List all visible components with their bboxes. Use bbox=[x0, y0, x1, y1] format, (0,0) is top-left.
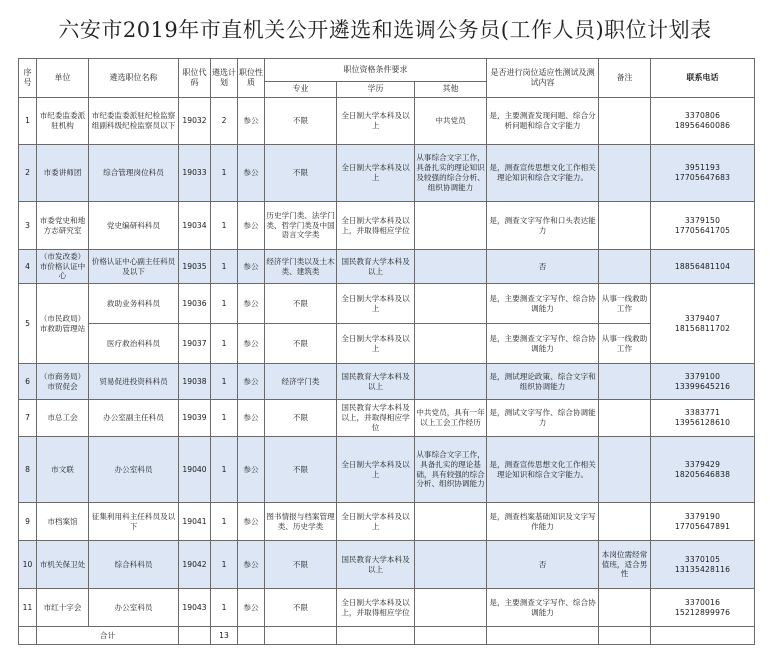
cell-remark bbox=[599, 503, 651, 541]
cell-other bbox=[415, 284, 487, 324]
cell-seq: 4 bbox=[19, 250, 37, 284]
cell-code: 19038 bbox=[179, 364, 211, 400]
cell-education: 全日制大学本科及以上，并取得相应学位 bbox=[337, 589, 415, 627]
cell-seq: 2 bbox=[19, 145, 37, 202]
cell-seq: 8 bbox=[19, 437, 37, 503]
cell-education: 全日制大学本科及以上 bbox=[337, 503, 415, 541]
cell-other bbox=[415, 589, 487, 627]
phone-line: 18205646838 bbox=[674, 469, 731, 479]
cell-major bbox=[265, 627, 337, 645]
phone-line: 3379190 bbox=[684, 511, 721, 521]
phone-line: 18956460086 bbox=[674, 121, 731, 130]
header-qualification: 职位资格条件要求 bbox=[265, 59, 487, 82]
cell-code: 19041 bbox=[179, 503, 211, 541]
cell-position-name: 办公室副主任科员 bbox=[89, 400, 179, 437]
table-row bbox=[19, 145, 755, 202]
cell-plan: 1 bbox=[211, 202, 238, 250]
cell-major: 不限 bbox=[265, 589, 337, 627]
cell-nature: 参公 bbox=[238, 98, 265, 145]
cell-education: 国民教育大学本科及以上 bbox=[337, 250, 415, 284]
table-row bbox=[19, 324, 755, 364]
header-plan: 遴选计划 bbox=[211, 59, 238, 98]
header-education: 学历 bbox=[337, 82, 415, 98]
cell-nature: 参公 bbox=[238, 503, 265, 541]
cell-remark bbox=[599, 364, 651, 400]
cell-plan: 1 bbox=[211, 503, 238, 541]
cell-nature bbox=[238, 627, 265, 645]
cell-position-name: 综合科科员 bbox=[89, 541, 179, 589]
cell-other bbox=[415, 364, 487, 400]
cell-education: 全日制大学本科及以上，并取得相应学位 bbox=[337, 202, 415, 250]
cell-phone bbox=[651, 400, 755, 437]
cell-unit: 市档案馆 bbox=[37, 503, 89, 541]
cell-nature: 参公 bbox=[238, 589, 265, 627]
cell-major: 不限 bbox=[265, 400, 337, 437]
cell-education: 全日制大学本科及以上 bbox=[337, 324, 415, 364]
cell-position-name: 综合管理岗位科员 bbox=[89, 145, 179, 202]
phone-line: 15212899976 bbox=[674, 607, 731, 617]
cell-position-name: 征集利用科主任科员及以下 bbox=[89, 503, 179, 541]
cell-code: 19040 bbox=[179, 437, 211, 503]
cell-remark: 从事一线救助工作 bbox=[599, 324, 651, 364]
table-row bbox=[19, 503, 755, 541]
cell-plan: 1 bbox=[211, 541, 238, 589]
phone-line: 13135428116 bbox=[674, 564, 731, 574]
total-label: 合计 bbox=[37, 627, 179, 645]
cell-code: 19033 bbox=[179, 145, 211, 202]
cell-phone bbox=[651, 437, 755, 503]
cell-nature: 参公 bbox=[238, 145, 265, 202]
cell-seq: 10 bbox=[19, 541, 37, 589]
header-position-name: 遴选职位名称 bbox=[89, 59, 179, 98]
cell-major: 经济学门类以及土木类、建筑类 bbox=[265, 250, 337, 284]
cell-major: 不限 bbox=[265, 324, 337, 364]
cell-major: 不限 bbox=[265, 437, 337, 503]
cell-seq: 1 bbox=[19, 98, 37, 145]
cell-major: 历史学门类、法学门类、哲学门类及中国语言文学类 bbox=[265, 202, 337, 250]
cell-seq: 9 bbox=[19, 503, 37, 541]
cell-other bbox=[415, 503, 487, 541]
cell-code: 19034 bbox=[179, 202, 211, 250]
cell-education: 全日制大学本科及以上 bbox=[337, 98, 415, 145]
page-title: 六安市2019年市直机关公开遴选和选调公务员(工作人员)职位计划表 bbox=[58, 18, 712, 42]
cell-test: 是，测试文字写作、综合协调能力 bbox=[487, 400, 599, 437]
cell-education: 国民教育大学本科及以上，并取得相应学位 bbox=[337, 400, 415, 437]
header-other: 其他 bbox=[415, 82, 487, 98]
cell-remark bbox=[599, 437, 651, 503]
phone-line: 17705647891 bbox=[674, 521, 731, 531]
cell-unit: 市文联 bbox=[37, 437, 89, 503]
cell-test: 是，测查文字写作和口头表达能力 bbox=[487, 202, 599, 250]
header-position-code: 职位代码 bbox=[179, 59, 211, 98]
cell-phone bbox=[651, 145, 755, 202]
cell-unit: 市机关保卫处 bbox=[37, 541, 89, 589]
table-row bbox=[19, 202, 755, 250]
table-row bbox=[19, 437, 755, 503]
cell-remark bbox=[599, 400, 651, 437]
cell-major: 经济学门类 bbox=[265, 364, 337, 400]
header-seq: 序号 bbox=[19, 59, 37, 98]
cell-plan: 1 bbox=[211, 324, 238, 364]
cell-test: 是，主要测查发现问题、综合分析问题和综合文字能力 bbox=[487, 98, 599, 145]
cell-unit: （市发改委）市价格认证中心 bbox=[37, 250, 89, 284]
cell-phone bbox=[651, 541, 755, 589]
cell-remark: 本岗位需经常值班，适合男性 bbox=[599, 541, 651, 589]
cell-remark bbox=[599, 627, 651, 645]
cell-test: 是，主要测查文字写作、综合协调能力 bbox=[487, 324, 599, 364]
cell-nature: 参公 bbox=[238, 364, 265, 400]
phone-line: 17705641705 bbox=[674, 225, 731, 235]
table-row bbox=[19, 284, 755, 324]
cell-remark bbox=[599, 589, 651, 627]
table-row bbox=[19, 250, 755, 284]
table-row bbox=[19, 400, 755, 437]
phone-line: 3379150 bbox=[684, 215, 721, 225]
cell-education bbox=[337, 627, 415, 645]
phone-line: 3379100 bbox=[684, 371, 721, 381]
cell-phone bbox=[651, 98, 755, 145]
cell-major: 不限 bbox=[265, 98, 337, 145]
cell-nature: 参公 bbox=[238, 202, 265, 250]
cell-plan: 1 bbox=[211, 400, 238, 437]
cell-remark bbox=[599, 250, 651, 284]
phone-line: 13399645216 bbox=[674, 381, 731, 391]
cell-unit: （市民政局）市救助管理站 bbox=[37, 284, 89, 364]
cell-nature: 参公 bbox=[238, 437, 265, 503]
cell-test: 是，主要测查文字写作、综合协调能力 bbox=[487, 284, 599, 324]
total-row bbox=[19, 627, 755, 645]
cell-nature: 参公 bbox=[238, 284, 265, 324]
cell-unit: 市红十字会 bbox=[37, 589, 89, 627]
cell-education: 全日制大学本科及以上 bbox=[337, 437, 415, 503]
cell-position-name: 办公室科员 bbox=[89, 589, 179, 627]
cell-major: 不限 bbox=[265, 284, 337, 324]
cell-other: 从事综合文字工作，具备扎实的理论基础，具有较强的综合分析、组织协调能力 bbox=[415, 437, 487, 503]
cell-other: 中共党员，具有一年以上工会工作经历 bbox=[415, 400, 487, 437]
cell-other bbox=[415, 324, 487, 364]
cell-phone bbox=[651, 589, 755, 627]
cell-remark bbox=[599, 98, 651, 145]
cell-nature: 参公 bbox=[238, 400, 265, 437]
cell-unit: 市委党史和地方志研究室 bbox=[37, 202, 89, 250]
cell-nature: 参公 bbox=[238, 541, 265, 589]
table-row bbox=[19, 364, 755, 400]
cell-code: 19032 bbox=[179, 98, 211, 145]
cell-nature: 参公 bbox=[238, 324, 265, 364]
cell-code bbox=[179, 627, 211, 645]
table-row bbox=[19, 541, 755, 589]
phone-line: 3370806 bbox=[684, 111, 721, 121]
header-unit: 单位 bbox=[37, 59, 89, 98]
phone-line: 3951193 bbox=[684, 163, 721, 173]
total-plan: 13 bbox=[211, 627, 238, 645]
header-remarks: 备注 bbox=[599, 59, 651, 98]
cell-seq: 7 bbox=[19, 400, 37, 437]
cell-phone bbox=[651, 503, 755, 541]
cell-test bbox=[487, 627, 599, 645]
cell-test: 否 bbox=[487, 541, 599, 589]
cell-unit: 市委讲师团 bbox=[37, 145, 89, 202]
cell-other: 从事综合文字工作，具备扎实的理论知识及较强的综合分析、组织协调能力 bbox=[415, 145, 487, 202]
cell-seq: 3 bbox=[19, 202, 37, 250]
cell-plan: 2 bbox=[211, 98, 238, 145]
cell-position-name: 贸易促进投资科科员 bbox=[89, 364, 179, 400]
cell-phone bbox=[651, 627, 755, 645]
cell-seq: 6 bbox=[19, 364, 37, 400]
cell-test: 是，测试理论政策、综合文字和组织协调能力 bbox=[487, 364, 599, 400]
cell-seq bbox=[19, 627, 37, 645]
cell-plan: 1 bbox=[211, 589, 238, 627]
cell-remark: 从事一线救助工作 bbox=[599, 284, 651, 324]
cell-major: 不限 bbox=[265, 145, 337, 202]
position-plan-table bbox=[18, 58, 755, 645]
cell-position-name: 办公室科员 bbox=[89, 437, 179, 503]
cell-position-name: 价格认证中心副主任科员及以下 bbox=[89, 250, 179, 284]
cell-major: 不限 bbox=[265, 541, 337, 589]
cell-education: 全日制大学本科及以上 bbox=[337, 145, 415, 202]
cell-position-name: 党史编研科科员 bbox=[89, 202, 179, 250]
cell-plan: 1 bbox=[211, 364, 238, 400]
cell-code: 19043 bbox=[179, 589, 211, 627]
cell-major: 图书情报与档案管理类、历史学类 bbox=[265, 503, 337, 541]
cell-position-name: 救助业务科科员 bbox=[89, 284, 179, 324]
phone-line: 3370105 bbox=[684, 554, 721, 564]
cell-test: 否 bbox=[487, 250, 599, 284]
cell-other bbox=[415, 250, 487, 284]
cell-other bbox=[415, 627, 487, 645]
cell-phone bbox=[651, 202, 755, 250]
phone-line: 3383771 bbox=[684, 408, 721, 418]
header-nature: 职位性质 bbox=[238, 59, 265, 98]
cell-phone: 18856481104 bbox=[651, 250, 755, 284]
cell-remark bbox=[599, 202, 651, 250]
cell-position-name: 市纪委监委派驻纪检监察组副科级纪检监察员以下 bbox=[89, 98, 179, 145]
cell-seq: 11 bbox=[19, 589, 37, 627]
cell-code: 19036 bbox=[179, 284, 211, 324]
cell-nature: 参公 bbox=[238, 250, 265, 284]
cell-plan: 1 bbox=[211, 284, 238, 324]
header-phone: 联系电话 bbox=[651, 59, 755, 98]
cell-education: 国民教育大学本科及以上 bbox=[337, 364, 415, 400]
cell-test: 是，测查宣传思想文化工作相关理论知识和综合文字能力。 bbox=[487, 437, 599, 503]
cell-plan: 1 bbox=[211, 250, 238, 284]
cell-plan: 1 bbox=[211, 437, 238, 503]
cell-other bbox=[415, 202, 487, 250]
cell-test: 是，测查档案基础知识及文字写作能力 bbox=[487, 503, 599, 541]
cell-position-name: 医疗救治科科员 bbox=[89, 324, 179, 364]
phone-line: 3370016 bbox=[684, 597, 721, 607]
cell-code: 19035 bbox=[179, 250, 211, 284]
header-major: 专业 bbox=[265, 82, 337, 98]
cell-plan: 1 bbox=[211, 145, 238, 202]
cell-unit: 市总工会 bbox=[37, 400, 89, 437]
table-row bbox=[19, 98, 755, 145]
cell-unit: 市纪委监委派驻机构 bbox=[37, 98, 89, 145]
cell-phone bbox=[651, 284, 755, 364]
cell-test: 是，测查宣传思想文化工作相关理论知识和综合文字能力。 bbox=[487, 145, 599, 202]
phone-line: 3379407 bbox=[684, 313, 721, 323]
phone-line: 13956128610 bbox=[674, 418, 731, 427]
cell-other bbox=[415, 541, 487, 589]
cell-education: 全日制大学本科及以上 bbox=[337, 284, 415, 324]
cell-remark bbox=[599, 145, 651, 202]
cell-test: 是，主要测查文字写作、综合协调能力 bbox=[487, 589, 599, 627]
header-row bbox=[19, 59, 755, 82]
table-row bbox=[19, 589, 755, 627]
phone-line: 18156811702 bbox=[674, 323, 731, 333]
phone-line: 3379429 bbox=[684, 459, 721, 469]
cell-code: 19039 bbox=[179, 400, 211, 437]
header-test: 是否进行岗位适应性测试及测试内容 bbox=[487, 59, 599, 98]
phone-line: 17705647683 bbox=[674, 173, 731, 182]
cell-code: 19037 bbox=[179, 324, 211, 364]
cell-seq: 5 bbox=[19, 284, 37, 364]
cell-phone bbox=[651, 364, 755, 400]
cell-unit: （市商务局）市贸促会 bbox=[37, 364, 89, 400]
cell-other: 中共党员 bbox=[415, 98, 487, 145]
cell-education: 国民教育大学本科及以上 bbox=[337, 541, 415, 589]
cell-code: 19042 bbox=[179, 541, 211, 589]
